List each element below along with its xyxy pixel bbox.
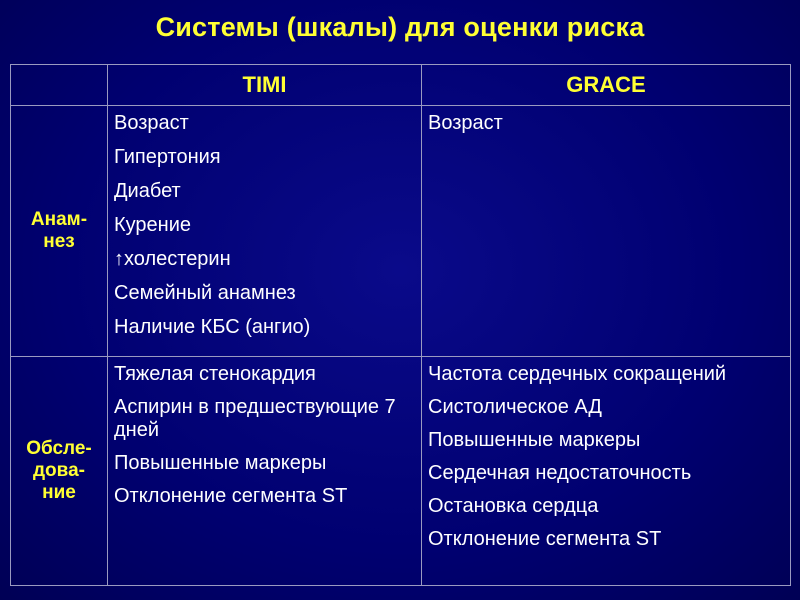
row-label-anamnesis [11,106,108,357]
list-item: Сердечная недостаточность [428,462,692,484]
row-label-line: Анам- [30,209,88,230]
row-label-line: Обсле- [26,438,92,459]
list-item: Отклонение сегмента ST [114,485,348,507]
row-label-line: нез [43,231,75,252]
table-row-anamnesis [11,106,791,357]
slide-title: Системы (шкалы) для оценки риска [155,12,645,42]
list-item: Отклонение сегмента ST [428,528,662,550]
list-item: Возраст [428,112,503,134]
list-item: Курение [114,214,192,236]
list-item: Частота сердечных сокращений [428,363,727,385]
list-item: Возраст [114,112,189,134]
header-corner-cell [11,65,108,106]
list-item: Наличие КБС (ангио) [114,316,311,338]
list-item: ↑холестерин [114,248,231,270]
list-item: Аспирин в предшествующие 7 дней [114,396,396,441]
timi-anamnesis-cell [108,106,422,357]
header-grace: GRACE [422,65,791,106]
grace-anamnesis-cell [422,106,791,357]
list-item: Повышенные маркеры [114,452,327,474]
list-item: Гипертония [114,146,221,168]
list-item: Тяжелая стенокардия [114,363,316,385]
risk-scores-table [10,64,791,586]
list-item: Остановка сердца [428,495,599,517]
row-label-line: ние [42,482,76,503]
grace-examination-cell [422,357,791,586]
list-item: Семейный анамнез [114,282,296,304]
table-header-row [11,65,791,106]
table-row-examination [11,357,791,586]
header-timi: TIMI [108,65,422,106]
timi-examination-cell [108,357,422,586]
list-item: Систолическое АД [428,396,602,418]
list-item: Диабет [114,180,181,202]
row-label-examination [11,357,108,586]
list-item: Повышенные маркеры [428,429,641,451]
row-label-line: дова- [33,460,85,481]
